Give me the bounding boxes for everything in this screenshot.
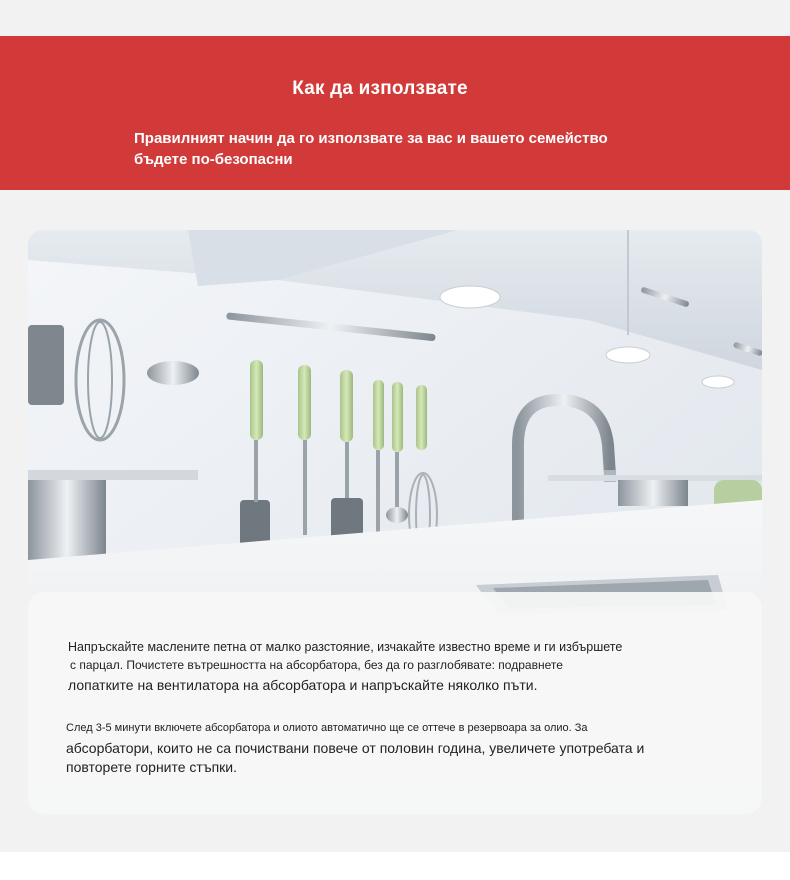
- header-banner: [0, 36, 790, 190]
- instruction-1-line-2: с парцал. Почистете вътрешността на абсорбатора, без да го разглобявате: подравнете: [70, 658, 563, 672]
- instruction-paragraph-2: [66, 720, 716, 776]
- banner-subtitle-line-1: Правилният начин да го използвате за вас и вашето семейство: [134, 130, 608, 147]
- instruction-2-line-2: абсорбатори, които не са почиствани повече от половин година, увеличете употребата и: [66, 740, 645, 756]
- instruction-2-line-1: След 3-5 минути включете абсорбатора и олиото автоматично ще се оттече в резервоара за олио. За: [66, 722, 588, 734]
- instruction-1-line-1: Напръскайте маслените петна от малко разстояние, изчакайте известно време и ги избършете: [68, 640, 623, 654]
- kitchen-card: [28, 230, 762, 814]
- banner-title: Как да използвате: [292, 78, 468, 99]
- instruction-1-line-3: лопатките на вентилатора на абсорбатора и напръскайте няколко пъти.: [68, 677, 538, 693]
- instruction-paragraph-1: [68, 638, 718, 696]
- bottom-strip: [0, 852, 790, 880]
- instructions-panel: [28, 592, 762, 814]
- instruction-2-line-3: повторете горните стъпки.: [66, 759, 238, 775]
- banner-subtitle-line-2: бъдете по-безопасни: [134, 151, 293, 168]
- banner-subtitle: [134, 128, 654, 170]
- top-strip: [0, 0, 790, 36]
